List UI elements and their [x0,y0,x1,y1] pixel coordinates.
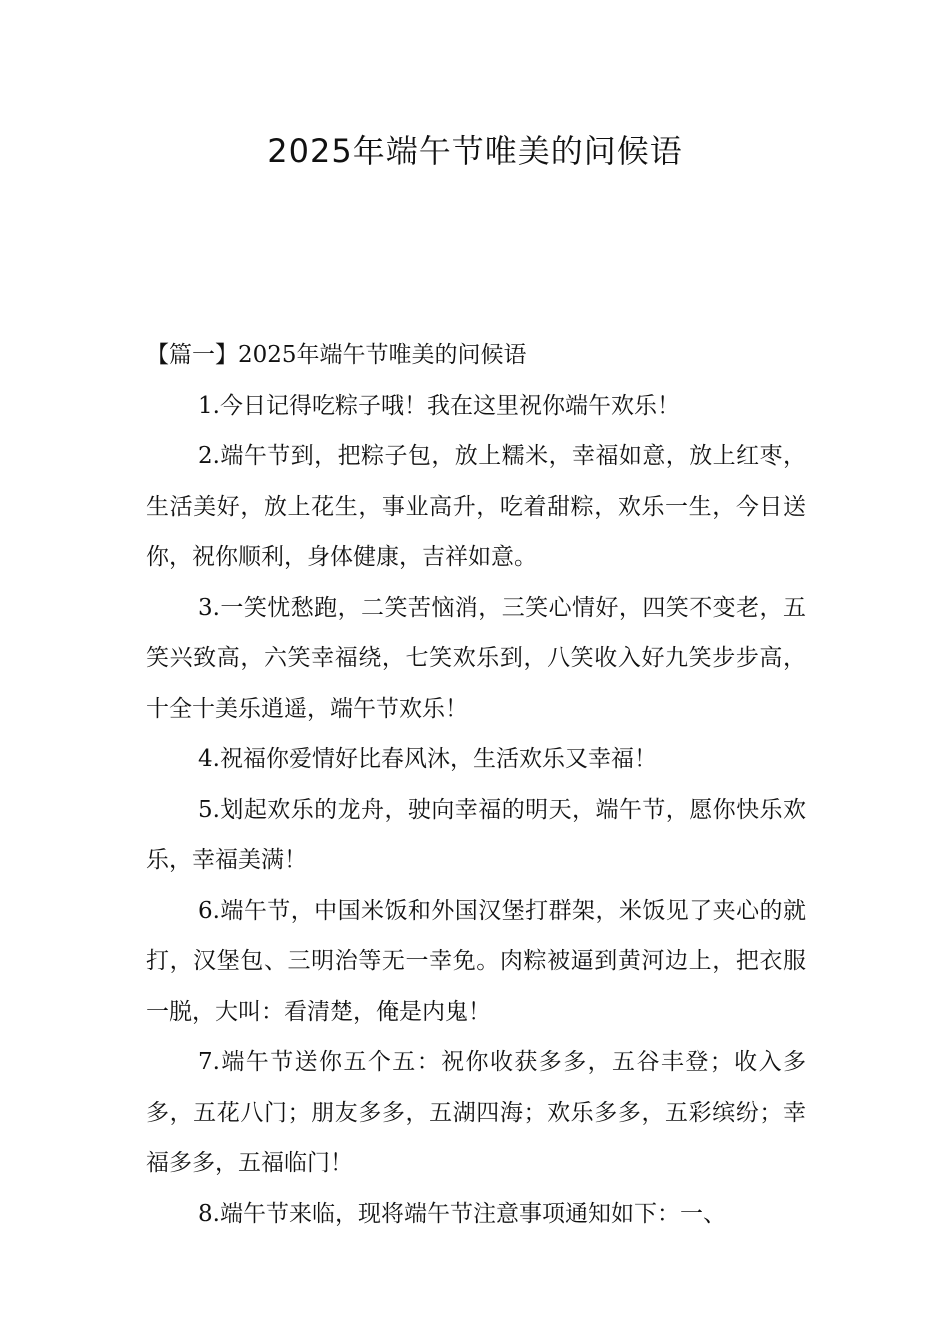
document-body [146,330,806,1239]
section-heading: 【篇一】2025年端午节唯美的问候语 [146,342,527,368]
paragraph-1: 1.今日记得吃粽子哦！我在这里祝你端午欢乐！ [198,392,680,419]
paragraph-6: 6.端午节，中国米饭和外国汉堡打群架，米饭见了夹心的就打，汉堡包、三明治等无一幸免。肉粽被逼到黄河边上，把衣服一脱，大叫：看清楚，俺是内鬼！ [146,897,806,1025]
paragraph-7: 7.端午节送你五个五：祝你收获多多，五谷丰登；收入多多，五花八门；朋友多多，五湖四海；欢乐多多，五彩缤纷；幸福多多，五福临门！ [146,1049,806,1176]
paragraph-4: 4.祝福你爱情好比春风沐，生活欢乐又幸福！ [198,746,657,772]
paragraph-8: 8.端午节来临，现将端午节注意事项通知如下：一、 [198,1200,726,1227]
paragraph-2: 2.端午节到，把粽子包，放上糯米，幸福如意，放上红枣，生活美好，放上花生，事业高升，吃着甜粽，欢乐一生，今日送你，祝你顺利，身体健康，吉祥如意。 [146,443,806,570]
paragraph-3: 3.一笑忧愁跑，二笑苦恼消，三笑心情好，四笑不变老，五笑兴致高，六笑幸福绕，七笑欢乐到，八笑收入好九笑步步高，十全十美乐逍遥，端午节欢乐！ [146,594,806,722]
page-title: 2025年端午节唯美的问候语 [267,132,683,170]
paragraph-5: 5.划起欢乐的龙舟，驶向幸福的明天，端午节，愿你快乐欢乐，幸福美满！ [146,796,806,873]
